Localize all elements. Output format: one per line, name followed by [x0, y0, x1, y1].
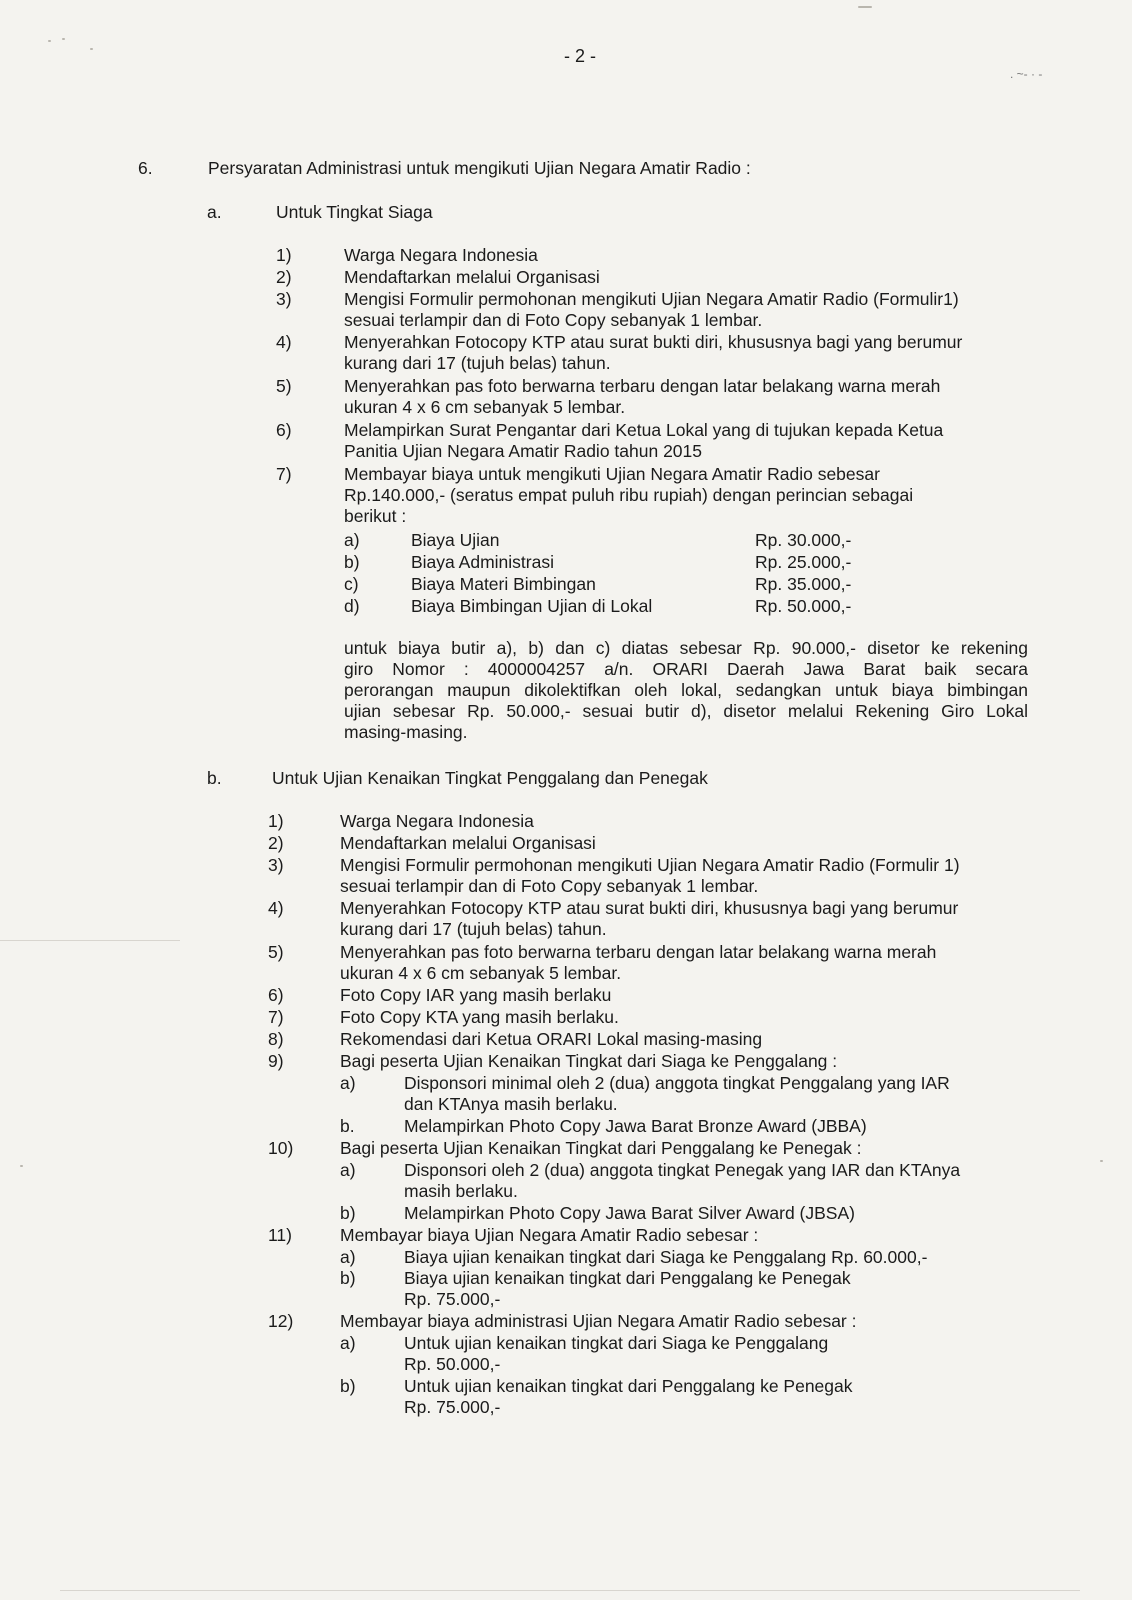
item-number: 4)	[276, 332, 292, 352]
item-text: Menyerahkan Fotocopy KTP atau surat bukti diri, khususnya bagi yang berumur	[344, 332, 963, 352]
item-text: Foto Copy KTA yang masih berlaku.	[340, 1007, 619, 1027]
item-text: Bagi peserta Ujian Kenaikan Tingkat dari Siaga ke Penggalang :	[340, 1051, 838, 1071]
scan-speck	[62, 38, 65, 40]
section-title: Persyaratan Administrasi untuk mengikuti Ujian Negara Amatir Radio :	[208, 158, 751, 178]
item-text: Bagi peserta Ujian Kenaikan Tingkat dari Penggalang ke Penegak :	[340, 1138, 862, 1158]
subitem-letter: a)	[340, 1160, 356, 1180]
subitem-letter: b)	[340, 1268, 356, 1288]
item-text: Mengisi Formulir permohonan mengikuti Ujian Negara Amatir Radio (Formulir1)	[344, 289, 959, 309]
item-number: 8)	[268, 1029, 284, 1049]
item-text: kurang dari 17 (tujuh belas) tahun.	[344, 353, 611, 373]
scan-line	[60, 1590, 1080, 1591]
item-number: 3)	[268, 855, 284, 875]
item-number: 2)	[276, 267, 292, 287]
item-number: 1)	[276, 245, 292, 265]
fee-label: Biaya Administrasi	[411, 552, 554, 572]
item-text: ukuran 4 x 6 cm sebanyak 5 lembar.	[340, 963, 622, 983]
item-text: Rp.140.000,- (seratus empat puluh ribu rupiah) dengan perincian sebagai	[344, 485, 914, 505]
subitem-text: Biaya ujian kenaikan tingkat dari Siaga ke Penggalang Rp. 60.000,-	[404, 1247, 928, 1267]
item-text: Menyerahkan pas foto berwarna terbaru dengan latar belakang warna merah	[344, 376, 941, 396]
note-line: giro Nomor : 4000004257 a/n. ORARI Daerah Jawa Barat baik secara	[344, 659, 1028, 679]
item-text: Membayar biaya Ujian Negara Amatir Radio sebesar :	[340, 1225, 759, 1245]
item-number: 5)	[276, 376, 292, 396]
scan-speck	[20, 1165, 23, 1167]
fee-label: Biaya Materi Bimbingan	[411, 574, 596, 594]
page-number: - 2 -	[563, 46, 596, 66]
subitem-text: Disponsori oleh 2 (dua) anggota tingkat Penegak yang IAR dan KTAnya	[404, 1160, 961, 1180]
subitem-text: Untuk ujian kenaikan tingkat dari Siaga ke Penggalang	[404, 1333, 829, 1353]
subitem-text: masih berlaku.	[404, 1181, 518, 1201]
item-number: 4)	[268, 898, 284, 918]
item-number: 5)	[268, 942, 284, 962]
item-text: Mengisi Formulir permohonan mengikuti Ujian Negara Amatir Radio (Formulir 1)	[340, 855, 960, 875]
item-text: Membayar biaya administrasi Ujian Negara Amatir Radio sebesar :	[340, 1311, 857, 1331]
part-b-letter: b.	[207, 768, 222, 788]
subitem-text: Rp. 75.000,-	[404, 1397, 501, 1417]
subitem-letter: b)	[340, 1203, 356, 1223]
item-number: 2)	[268, 833, 284, 853]
subitem-text: Melampirkan Photo Copy Jawa Barat Bronze Award (JBBA)	[404, 1116, 867, 1136]
scan-line	[0, 940, 180, 941]
subitem-text: Disponsori minimal oleh 2 (dua) anggota tingkat Penggalang yang IAR	[404, 1073, 950, 1093]
note-line: perorangan maupun dikolektifkan oleh lokal, sedangkan untuk biaya bimbingan	[344, 680, 1028, 700]
note-line: masing-masing.	[344, 722, 468, 742]
item-number: 11)	[268, 1225, 292, 1245]
item-number: 10)	[268, 1138, 294, 1158]
subitem-letter: a)	[340, 1073, 356, 1093]
section-number: 6.	[138, 158, 153, 178]
subitem-letter: a)	[340, 1247, 356, 1267]
fee-label: Biaya Bimbingan Ujian di Lokal	[411, 596, 653, 616]
item-text: berikut :	[344, 506, 407, 526]
subitem-letter: b)	[340, 1376, 356, 1396]
item-text: Melampirkan Surat Pengantar dari Ketua Lokal yang di tujukan kepada Ketua	[344, 420, 944, 440]
scan-speck	[90, 48, 93, 50]
subitem-letter: b.	[340, 1116, 355, 1136]
item-number: 7)	[268, 1007, 284, 1027]
subitem-text: Biaya ujian kenaikan tingkat dari Penggalang ke Penegak	[404, 1268, 851, 1288]
scan-speck	[48, 40, 51, 42]
item-text: kurang dari 17 (tujuh belas) tahun.	[340, 919, 607, 939]
fee-amount: Rp. 30.000,-	[755, 530, 852, 550]
subitem-text: Rp. 50.000,-	[404, 1354, 501, 1374]
fee-amount: Rp. 35.000,-	[755, 574, 852, 594]
item-text: sesuai terlampir dan di Foto Copy sebanyak 1 lembar.	[344, 310, 763, 330]
fee-letter: c)	[344, 574, 359, 594]
item-number: 3)	[276, 289, 292, 309]
subitem-letter: a)	[340, 1333, 356, 1353]
part-b-title: Untuk Ujian Kenaikan Tingkat Penggalang dan Penegak	[272, 768, 708, 788]
fee-label: Biaya Ujian	[411, 530, 500, 550]
subitem-text: Untuk ujian kenaikan tingkat dari Penggalang ke Penegak	[404, 1376, 853, 1396]
item-text: Mendaftarkan melalui Organisasi	[340, 833, 596, 853]
item-number: 12)	[268, 1311, 294, 1331]
scan-speck	[858, 6, 872, 8]
fee-amount: Rp. 25.000,-	[755, 552, 852, 572]
fee-letter: d)	[344, 596, 360, 616]
item-text: sesuai terlampir dan di Foto Copy sebanyak 1 lembar.	[340, 876, 759, 896]
item-text: Foto Copy IAR yang masih berlaku	[340, 985, 612, 1005]
note-line: ujian sebesar Rp. 50.000,- sesuai butir d), disetor melalui Rekening Giro Lokal	[344, 701, 1028, 721]
subitem-text: Rp. 75.000,-	[404, 1289, 501, 1309]
item-text: Rekomendasi dari Ketua ORARI Lokal masing-masing	[340, 1029, 763, 1049]
scan-speck	[1100, 1160, 1103, 1162]
subitem-text: Melampirkan Photo Copy Jawa Barat Silver Award (JBSA)	[404, 1203, 855, 1223]
item-text: Menyerahkan pas foto berwarna terbaru dengan latar belakang warna merah	[340, 942, 937, 962]
part-a-payment-note	[344, 638, 1028, 743]
item-text: Membayar biaya untuk mengikuti Ujian Negara Amatir Radio sebesar	[344, 464, 880, 484]
subitem-text: dan KTAnya masih berlaku.	[404, 1094, 618, 1114]
item-number: 6)	[268, 985, 284, 1005]
item-text: Warga Negara Indonesia	[344, 245, 538, 265]
item-number: 7)	[276, 464, 292, 484]
item-text: Mendaftarkan melalui Organisasi	[344, 267, 600, 287]
fee-letter: a)	[344, 530, 360, 550]
item-text: Menyerahkan Fotocopy KTP atau surat bukti diri, khususnya bagi yang berumur	[340, 898, 959, 918]
note-line: untuk biaya butir a), b) dan c) diatas sebesar Rp. 90.000,- disetor ke rekening	[344, 638, 1028, 658]
part-a-letter: a.	[207, 202, 222, 222]
item-text: ukuran 4 x 6 cm sebanyak 5 lembar.	[344, 397, 626, 417]
fee-letter: b)	[344, 552, 360, 572]
item-text: Panitia Ujian Negara Amatir Radio tahun 2015	[344, 441, 702, 461]
item-number: 9)	[268, 1051, 284, 1071]
item-number: 6)	[276, 420, 292, 440]
item-text: Warga Negara Indonesia	[340, 811, 534, 831]
fee-amount: Rp. 50.000,-	[755, 596, 852, 616]
header-mark: . ~- · -	[1010, 67, 1043, 81]
item-number: 1)	[268, 811, 284, 831]
part-a-title: Untuk Tingkat Siaga	[276, 202, 433, 222]
